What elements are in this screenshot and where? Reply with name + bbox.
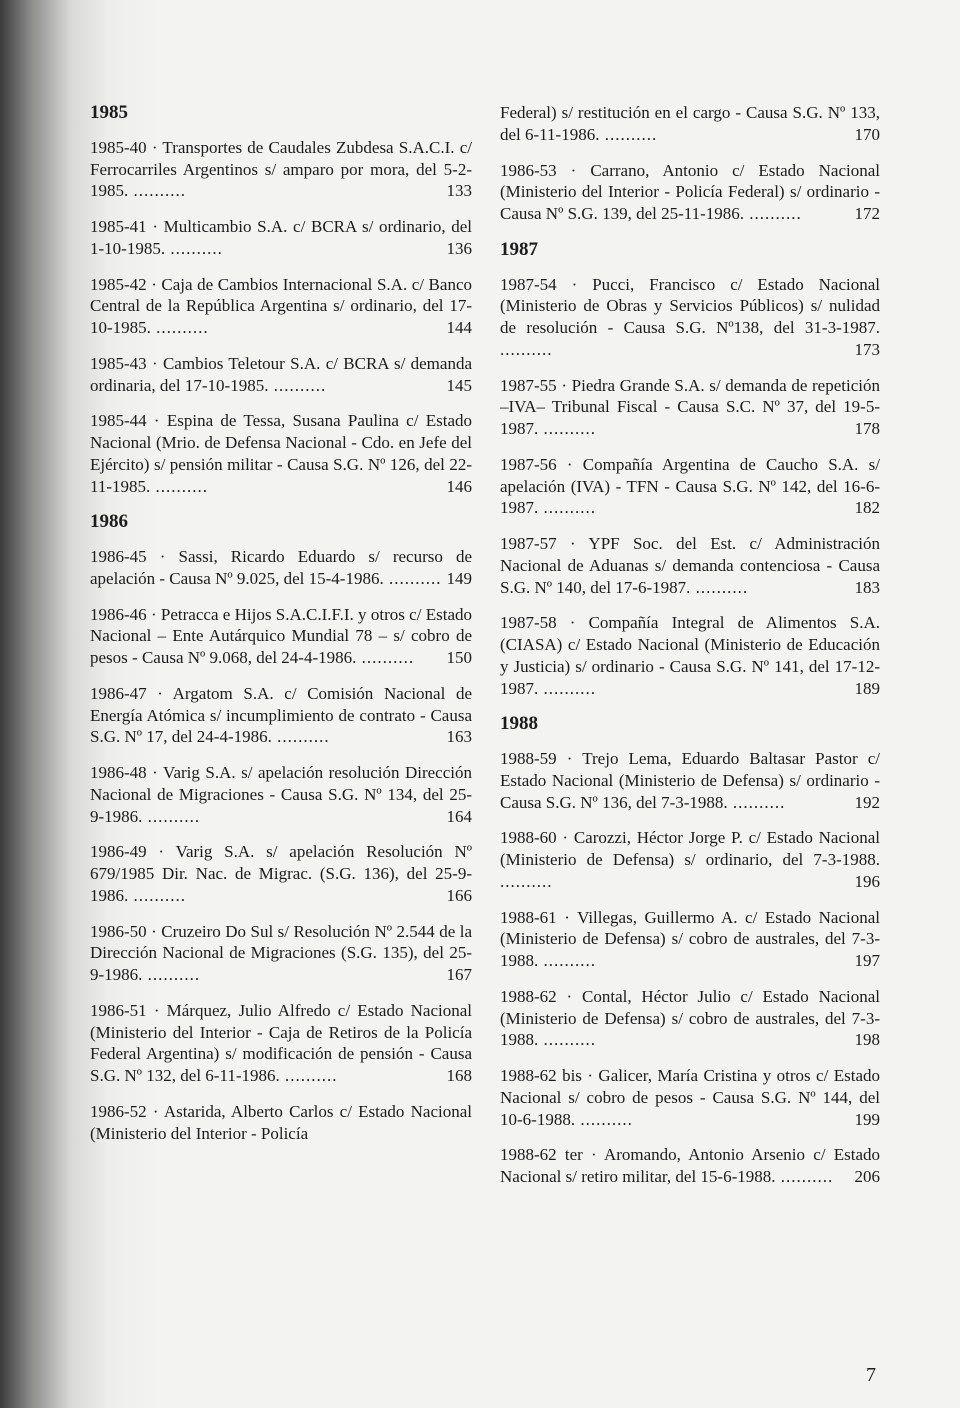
index-entry xyxy=(90,762,472,827)
entry-page-number: 206 xyxy=(854,1167,880,1187)
entry-page-number: 149 xyxy=(446,568,472,588)
entry-text: 1988-62 · Contal, Héctor Julio c/ Estado Nacional (Ministerio de Defensa) s/ cobro de australes, del 7-3-1988. xyxy=(500,986,880,1050)
leader-dots: .......... xyxy=(271,727,330,747)
entry-text: 1986-50 · Cruzeiro Do Sul s/ Resolución Nº 2.544 de la Dirección Nacional de Migraciones (S.G. 135), del 25-9-1986. xyxy=(90,921,472,985)
leader-dots: .......... xyxy=(279,1066,338,1086)
leader-dots: .......... xyxy=(538,1030,596,1050)
leader-dots: .......... xyxy=(356,648,415,668)
right-column xyxy=(500,102,880,1202)
entry-page-number: 199 xyxy=(854,1109,880,1129)
index-entry xyxy=(90,604,472,669)
index-entry xyxy=(90,841,472,906)
index-entry xyxy=(500,748,880,813)
year-heading: 1987 xyxy=(500,238,538,260)
index-entry xyxy=(500,907,880,972)
index-entry xyxy=(500,160,880,225)
entry-page-number: 170 xyxy=(854,124,880,144)
entry-text: 1987-54 · Pucci, Francisco c/ Estado Nacional (Ministerio de Obras y Servicios Públicos) s/ nulidad de resolución - Causa S.G. Nº138, del 31-3-1987. xyxy=(500,274,880,338)
entry-text: Federal) s/ restitución en el cargo - Causa S.G. Nº 133, del 6-11-1986. xyxy=(500,103,880,144)
entry-page-number: 198 xyxy=(854,1030,880,1050)
entry-text: 1988-61 · Villegas, Guillermo A. c/ Estado Nacional (Ministerio de Defensa) s/ cobro de australes, del 7-3-1988. xyxy=(500,907,880,971)
year-heading: 1988 xyxy=(500,713,538,735)
leader-dots: .......... xyxy=(538,498,596,518)
index-entry xyxy=(500,274,880,361)
entry-text: 1986-49 · Varig S.A. s/ apelación Resolución Nº 679/1985 Dir. Nac. de Migrac. (S.G. 136), del 25-9-1986. xyxy=(90,842,472,905)
leader-dots: .......... xyxy=(268,375,327,395)
index-entry xyxy=(90,410,472,497)
leader-dots: .......... xyxy=(383,568,442,588)
leader-dots: .......... xyxy=(500,339,553,359)
leader-dots: .......... xyxy=(165,238,223,258)
entry-page-number: 183 xyxy=(854,577,880,597)
index-entry xyxy=(90,1101,472,1145)
year-heading: 1985 xyxy=(90,102,128,123)
entry-text: 1985-43 · Cambios Teletour S.A. c/ BCRA s/ demanda ordinaria, del 17-10-1985. xyxy=(90,353,472,395)
leader-dots: .......... xyxy=(727,792,786,812)
leader-dots: .......... xyxy=(500,871,553,891)
entry-page-number: 192 xyxy=(854,792,880,812)
index-entry xyxy=(90,137,472,202)
entry-text: 1985-40 · Transportes de Caudales Zubdesa S.A.C.I. c/ Ferrocarriles Argentinos s/ amparo por mora, del 5-2-1985. xyxy=(90,137,472,201)
index-entry xyxy=(90,1000,472,1087)
index-entry xyxy=(90,216,472,260)
entry-page-number: 150 xyxy=(446,648,472,668)
entry-text: 1988-62 bis · Galicer, María Cristina y otros c/ Estado Nacional s/ cobro de pesos - Causa S.G. Nº 144, del 10-6-1988. xyxy=(500,1066,880,1129)
entry-page-number: 166 xyxy=(446,885,472,905)
leader-dots: .......... xyxy=(538,678,596,698)
entry-text: 1986-51 · Márquez, Julio Alfredo c/ Estado Nacional (Ministerio del Interior - Caja de Retiros de la Policía Federal Argentina) s/ modificación de pensión - Causa S.G. Nº 132, del 6-11-1986. xyxy=(90,1000,472,1086)
entry-text: 1986-52 · Astarida, Alberto Carlos c/ Estado Nacional (Ministerio del Interior - Policía xyxy=(90,1101,472,1143)
entry-text: 1987-58 · Compañía Integral de Alimentos S.A. (CIASA) c/ Estado Nacional (Ministerio de Educación y Justicia) s/ ordinario - Causa S.G. Nº 141, del 17-12-1987. xyxy=(500,613,880,698)
entry-page-number: 197 xyxy=(854,951,880,971)
leader-dots: .......... xyxy=(128,885,186,905)
left-column xyxy=(90,102,472,1158)
year-heading: 1986 xyxy=(90,511,128,533)
leader-dots: .......... xyxy=(690,577,749,597)
entry-text: 1987-56 · Compañía Argentina de Caucho S.A. s/ apelación (IVA) - TFN - Causa S.G. Nº 142, del 16-6-1987. xyxy=(500,454,880,518)
entry-text: 1985-42 · Caja de Cambios Internacional S.A. c/ Banco Central de la República Argentina s/ ordinario, del 17-10-1985. xyxy=(90,274,472,338)
entry-page-number: 164 xyxy=(446,806,472,826)
index-entry xyxy=(90,353,472,397)
entry-text: 1988-62 ter · Aromando, Antonio Arsenio c/ Estado Nacional s/ retiro militar, del 15-6-1988. xyxy=(500,1145,880,1187)
leader-dots: .......... xyxy=(538,951,596,971)
index-entry xyxy=(500,533,880,598)
entry-text: 1987-57 · YPF Soc. del Est. c/ Administración Nacional de Aduanas s/ demanda contenciosa - Causa S.G. Nº 140, del 17-6-1987. xyxy=(500,534,880,597)
entry-text: 1986-48 · Varig S.A. s/ apelación resolución Dirección Nacional de Migraciones - Causa S.G. Nº 134, del 25-9-1986. xyxy=(90,763,472,826)
leader-dots: .......... xyxy=(150,476,209,496)
entry-page-number: 145 xyxy=(446,375,472,395)
entry-text: 1985-41 · Multicambio S.A. c/ BCRA s/ ordinario, del 1-10-1985. xyxy=(90,217,472,258)
leader-dots: .......... xyxy=(775,1167,834,1187)
leader-dots: .......... xyxy=(128,181,186,201)
index-entry xyxy=(500,1144,880,1188)
index-entry xyxy=(500,375,880,440)
page-number: 7 xyxy=(866,1364,876,1386)
entry-page-number: 178 xyxy=(854,419,880,439)
entry-page-number: 189 xyxy=(854,678,880,698)
entry-page-number: 144 xyxy=(446,318,472,338)
entry-page-number: 172 xyxy=(854,204,880,223)
leader-dots: .......... xyxy=(744,204,802,223)
leader-dots: .......... xyxy=(575,1109,633,1129)
entry-text: 1986-47 · Argatom S.A. c/ Comisión Nacional de Energía Atómica s/ incumplimiento de contrato - Causa S.G. Nº 17, del 24-4-1986. xyxy=(90,683,472,747)
index-entry xyxy=(90,274,472,339)
entry-text: 1988-59 · Trejo Lema, Eduardo Baltasar Pastor c/ Estado Nacional (Ministerio de Defensa) s/ ordinario - Causa S.G. Nº 136, del 7-3-1988. xyxy=(500,749,880,812)
index-entry xyxy=(500,1065,880,1130)
leader-dots: .......... xyxy=(599,124,658,144)
index-entry xyxy=(90,683,472,748)
leader-dots: .......... xyxy=(538,419,596,439)
entry-page-number: 168 xyxy=(446,1066,472,1086)
index-entry xyxy=(500,102,880,146)
entry-page-number: 163 xyxy=(446,727,472,747)
index-entry xyxy=(500,986,880,1051)
entry-text: 1987-55 · Piedra Grande S.A. s/ demanda de repetición –IVA– Tribunal Fiscal - Causa S.C. Nº 37, del 19-5-1987. xyxy=(500,375,880,439)
entry-page-number: 133 xyxy=(446,181,472,201)
index-entry xyxy=(90,921,472,986)
leader-dots: .......... xyxy=(150,318,209,338)
leader-dots: .......... xyxy=(142,965,201,985)
entry-text: 1986-45 · Sassi, Ricardo Eduardo s/ recurso de apelación - Causa Nº 9.025, del 15-4-1986. xyxy=(90,547,472,588)
entry-page-number: 182 xyxy=(854,498,880,518)
entry-page-number: 173 xyxy=(854,339,880,359)
leader-dots: .......... xyxy=(142,806,201,826)
entry-page-number: 196 xyxy=(854,871,880,891)
entry-page-number: 167 xyxy=(446,965,472,985)
entry-page-number: 136 xyxy=(446,238,472,258)
entry-page-number: 146 xyxy=(446,476,472,496)
entry-text: 1986-46 · Petracca e Hijos S.A.C.I.F.I. y otros c/ Estado Nacional – Ente Autárquico Mundial 78 – s/ cobro de pesos - Causa Nº 9.068, del 24-4-1986. xyxy=(90,604,472,668)
index-entry xyxy=(90,546,472,590)
entry-text: 1986-53 · Carrano, Antonio c/ Estado Nacional (Ministerio del Interior - Policía Federal) s/ ordinario - Causa Nº S.G. 139, del 25-11-1986. xyxy=(500,160,880,223)
entry-text: 1988-60 · Carozzi, Héctor Jorge P. c/ Estado Nacional (Ministerio de Defensa) s/ ordinario, del 7-3-1988. xyxy=(500,828,880,870)
entry-text: 1985-44 · Espina de Tessa, Susana Paulina c/ Estado Nacional (Mrio. de Defensa Nacional - Cdo. en Jefe del Ejército) s/ pensión militar - Causa S.G. Nº 126, del 22-11-1985. xyxy=(90,411,472,496)
index-entry xyxy=(500,827,880,892)
index-entry xyxy=(500,454,880,519)
index-entry xyxy=(500,612,880,699)
